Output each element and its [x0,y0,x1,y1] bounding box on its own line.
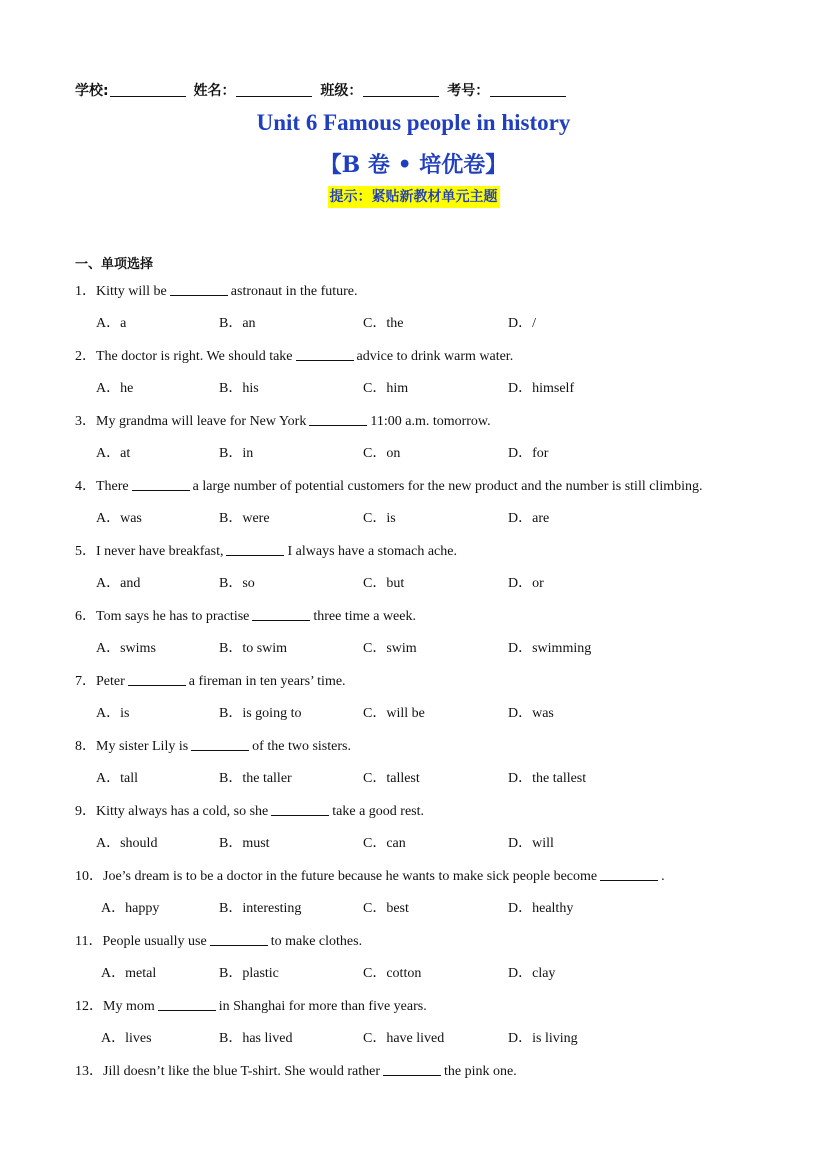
question-stem [75,477,703,496]
answer-option[interactable]: C．can [363,836,406,851]
hint-container [0,186,827,208]
question-text-after: the pink one. [444,1064,517,1079]
answer-option[interactable]: B．the taller [219,771,292,786]
answer-option[interactable]: B．plastic [219,966,279,981]
question-text-after: a large number of potential customers for the new product and the number is still climbing. [192,479,703,494]
question-text-before: Jill doesn’t like the blue T-shirt. She would rather [103,1064,380,1079]
question-stem [75,867,665,886]
answer-option[interactable]: D．are [508,511,550,526]
question-text-before: Tom says he has to practise [96,609,250,624]
answer-option[interactable]: C．will be [363,706,425,721]
question-text-before: My grandma will leave for New York [96,414,307,429]
answer-option[interactable]: B．is going to [219,706,302,721]
question-text-before: My mom [103,999,155,1014]
answer-option[interactable]: B．were [219,511,270,526]
answer-option[interactable]: D．the tallest [508,771,587,786]
exam-number-label: 考号： [447,83,490,99]
answer-option[interactable]: A．he [96,381,134,396]
answer-blank[interactable] [226,542,284,556]
student-info-line [75,80,569,100]
question-number: 7． [75,674,96,689]
answer-blank[interactable] [210,932,268,946]
question-stem [75,802,424,821]
answer-option[interactable]: B．interesting [219,901,302,916]
answer-option[interactable]: A．at [96,446,131,461]
question-number: 1． [75,284,96,299]
exam-number-field[interactable] [490,82,566,97]
answer-option[interactable]: A．was [96,511,142,526]
answer-option[interactable]: A．metal [101,966,157,981]
question-text-before: People usually use [102,934,207,949]
question-stem [75,347,513,366]
name-label: 姓名： [193,83,236,99]
answer-option[interactable]: B．in [219,446,254,461]
answer-option[interactable]: D．clay [508,966,556,981]
question-text-before: My sister Lily is [96,739,189,754]
answer-option[interactable]: D．himself [508,381,575,396]
answer-option[interactable]: C．the [363,316,404,331]
question-text-before: There [96,479,129,494]
question-stem [75,737,351,756]
answer-option[interactable]: D．/ [508,316,536,331]
question-text-after: . [661,869,665,884]
question-text-after: in Shanghai for more than five years. [218,999,427,1014]
question-stem [75,412,491,431]
answer-option[interactable]: C．him [363,381,409,396]
answer-blank[interactable] [158,997,216,1011]
answer-option[interactable]: A．tall [96,771,138,786]
question-stem [75,672,346,691]
question-number: 13． [75,1064,103,1079]
answer-blank[interactable] [296,347,354,361]
question-text-before: Joe’s dream is to be a doctor in the future because he wants to make sick people become [103,869,598,884]
question-number: 5． [75,544,96,559]
question-stem [75,542,457,561]
question-text-after: I always have a stomach ache. [287,544,457,559]
answer-option[interactable]: C．on [363,446,401,461]
answer-option[interactable]: A．a [96,316,127,331]
school-field[interactable] [110,82,186,97]
question-text-before: Kitty always has a cold, so she [96,804,269,819]
question-number: 9． [75,804,96,819]
class-field[interactable] [363,82,439,97]
answer-option[interactable]: A．and [96,576,141,591]
question-text-after: three time a week. [313,609,416,624]
question-number: 12． [75,999,103,1014]
answer-option[interactable]: B．must [219,836,270,851]
hint-highlight: 提示：紧贴新教材单元主题 [328,186,500,208]
question-text-before: Kitty will be [96,284,167,299]
school-label: 学校: [75,83,109,99]
answer-blank[interactable] [600,867,658,881]
answer-option[interactable]: B．his [219,381,259,396]
answer-option[interactable]: D．healthy [508,901,574,916]
question-text-before: Peter [96,674,125,689]
answer-option[interactable]: B．to swim [219,641,288,656]
answer-option[interactable]: B．so [219,576,255,591]
section-title: 一、单项选择 [75,257,154,272]
class-label: 班级： [320,83,363,99]
answer-option[interactable]: C．cotton [363,966,422,981]
answer-option[interactable]: C．is [363,511,396,526]
question-text-after: astronaut in the future. [230,284,358,299]
answer-option[interactable]: B．an [219,316,256,331]
question-stem [75,1062,517,1081]
answer-blank[interactable] [128,672,186,686]
page-subtitle: 【B 卷 • 培优卷】 [319,152,508,178]
question-text-after: 11:00 a.m. tomorrow. [370,414,491,429]
answer-option[interactable]: C．best [363,901,409,916]
question-stem [75,997,427,1016]
answer-option[interactable]: A．happy [101,901,160,916]
question-number: 3． [75,414,96,429]
answer-option[interactable]: A．lives [101,1031,152,1046]
answer-option[interactable]: D．was [508,706,554,721]
answer-blank[interactable] [191,737,249,751]
answer-option[interactable]: D．will [508,836,554,851]
question-text-before: The doctor is right. We should take [96,349,293,364]
question-text-after: a fireman in ten years’ time. [188,674,346,689]
answer-option[interactable]: C．have lived [363,1031,445,1046]
answer-blank[interactable] [132,477,190,491]
answer-option[interactable]: C．tallest [363,771,420,786]
answer-option[interactable]: D．or [508,576,544,591]
answer-blank[interactable] [271,802,329,816]
question-number: 4． [75,479,96,494]
answer-option[interactable]: D．for [508,446,549,461]
answer-option[interactable]: A．swims [96,641,156,656]
page-title: Unit 6 Famous people in history [256,110,571,135]
answer-option[interactable]: A．is [96,706,130,721]
answer-option[interactable]: D．is living [508,1031,578,1046]
question-number: 2． [75,349,96,364]
answer-option[interactable]: C．swim [363,641,417,656]
answer-blank[interactable] [383,1062,441,1076]
question-stem [75,282,358,301]
question-text-after: of the two sisters. [252,739,351,754]
name-field[interactable] [236,82,312,97]
question-stem [75,607,416,626]
question-number: 8． [75,739,96,754]
answer-blank[interactable] [252,607,310,621]
question-text-after: to make clothes. [270,934,363,949]
question-number: 6． [75,609,96,624]
question-text-after: take a good rest. [332,804,424,819]
question-stem [75,932,362,951]
answer-option[interactable]: C．but [363,576,405,591]
answer-option[interactable]: B．has lived [219,1031,293,1046]
answer-blank[interactable] [170,282,228,296]
question-number: 11． [75,934,103,949]
answer-option[interactable]: D．swimming [508,641,592,656]
answer-option[interactable]: A．should [96,836,158,851]
question-text-after: advice to drink warm water. [356,349,514,364]
question-text-before: I never have breakfast, [96,544,224,559]
question-number: 10． [75,869,103,884]
answer-blank[interactable] [309,412,367,426]
